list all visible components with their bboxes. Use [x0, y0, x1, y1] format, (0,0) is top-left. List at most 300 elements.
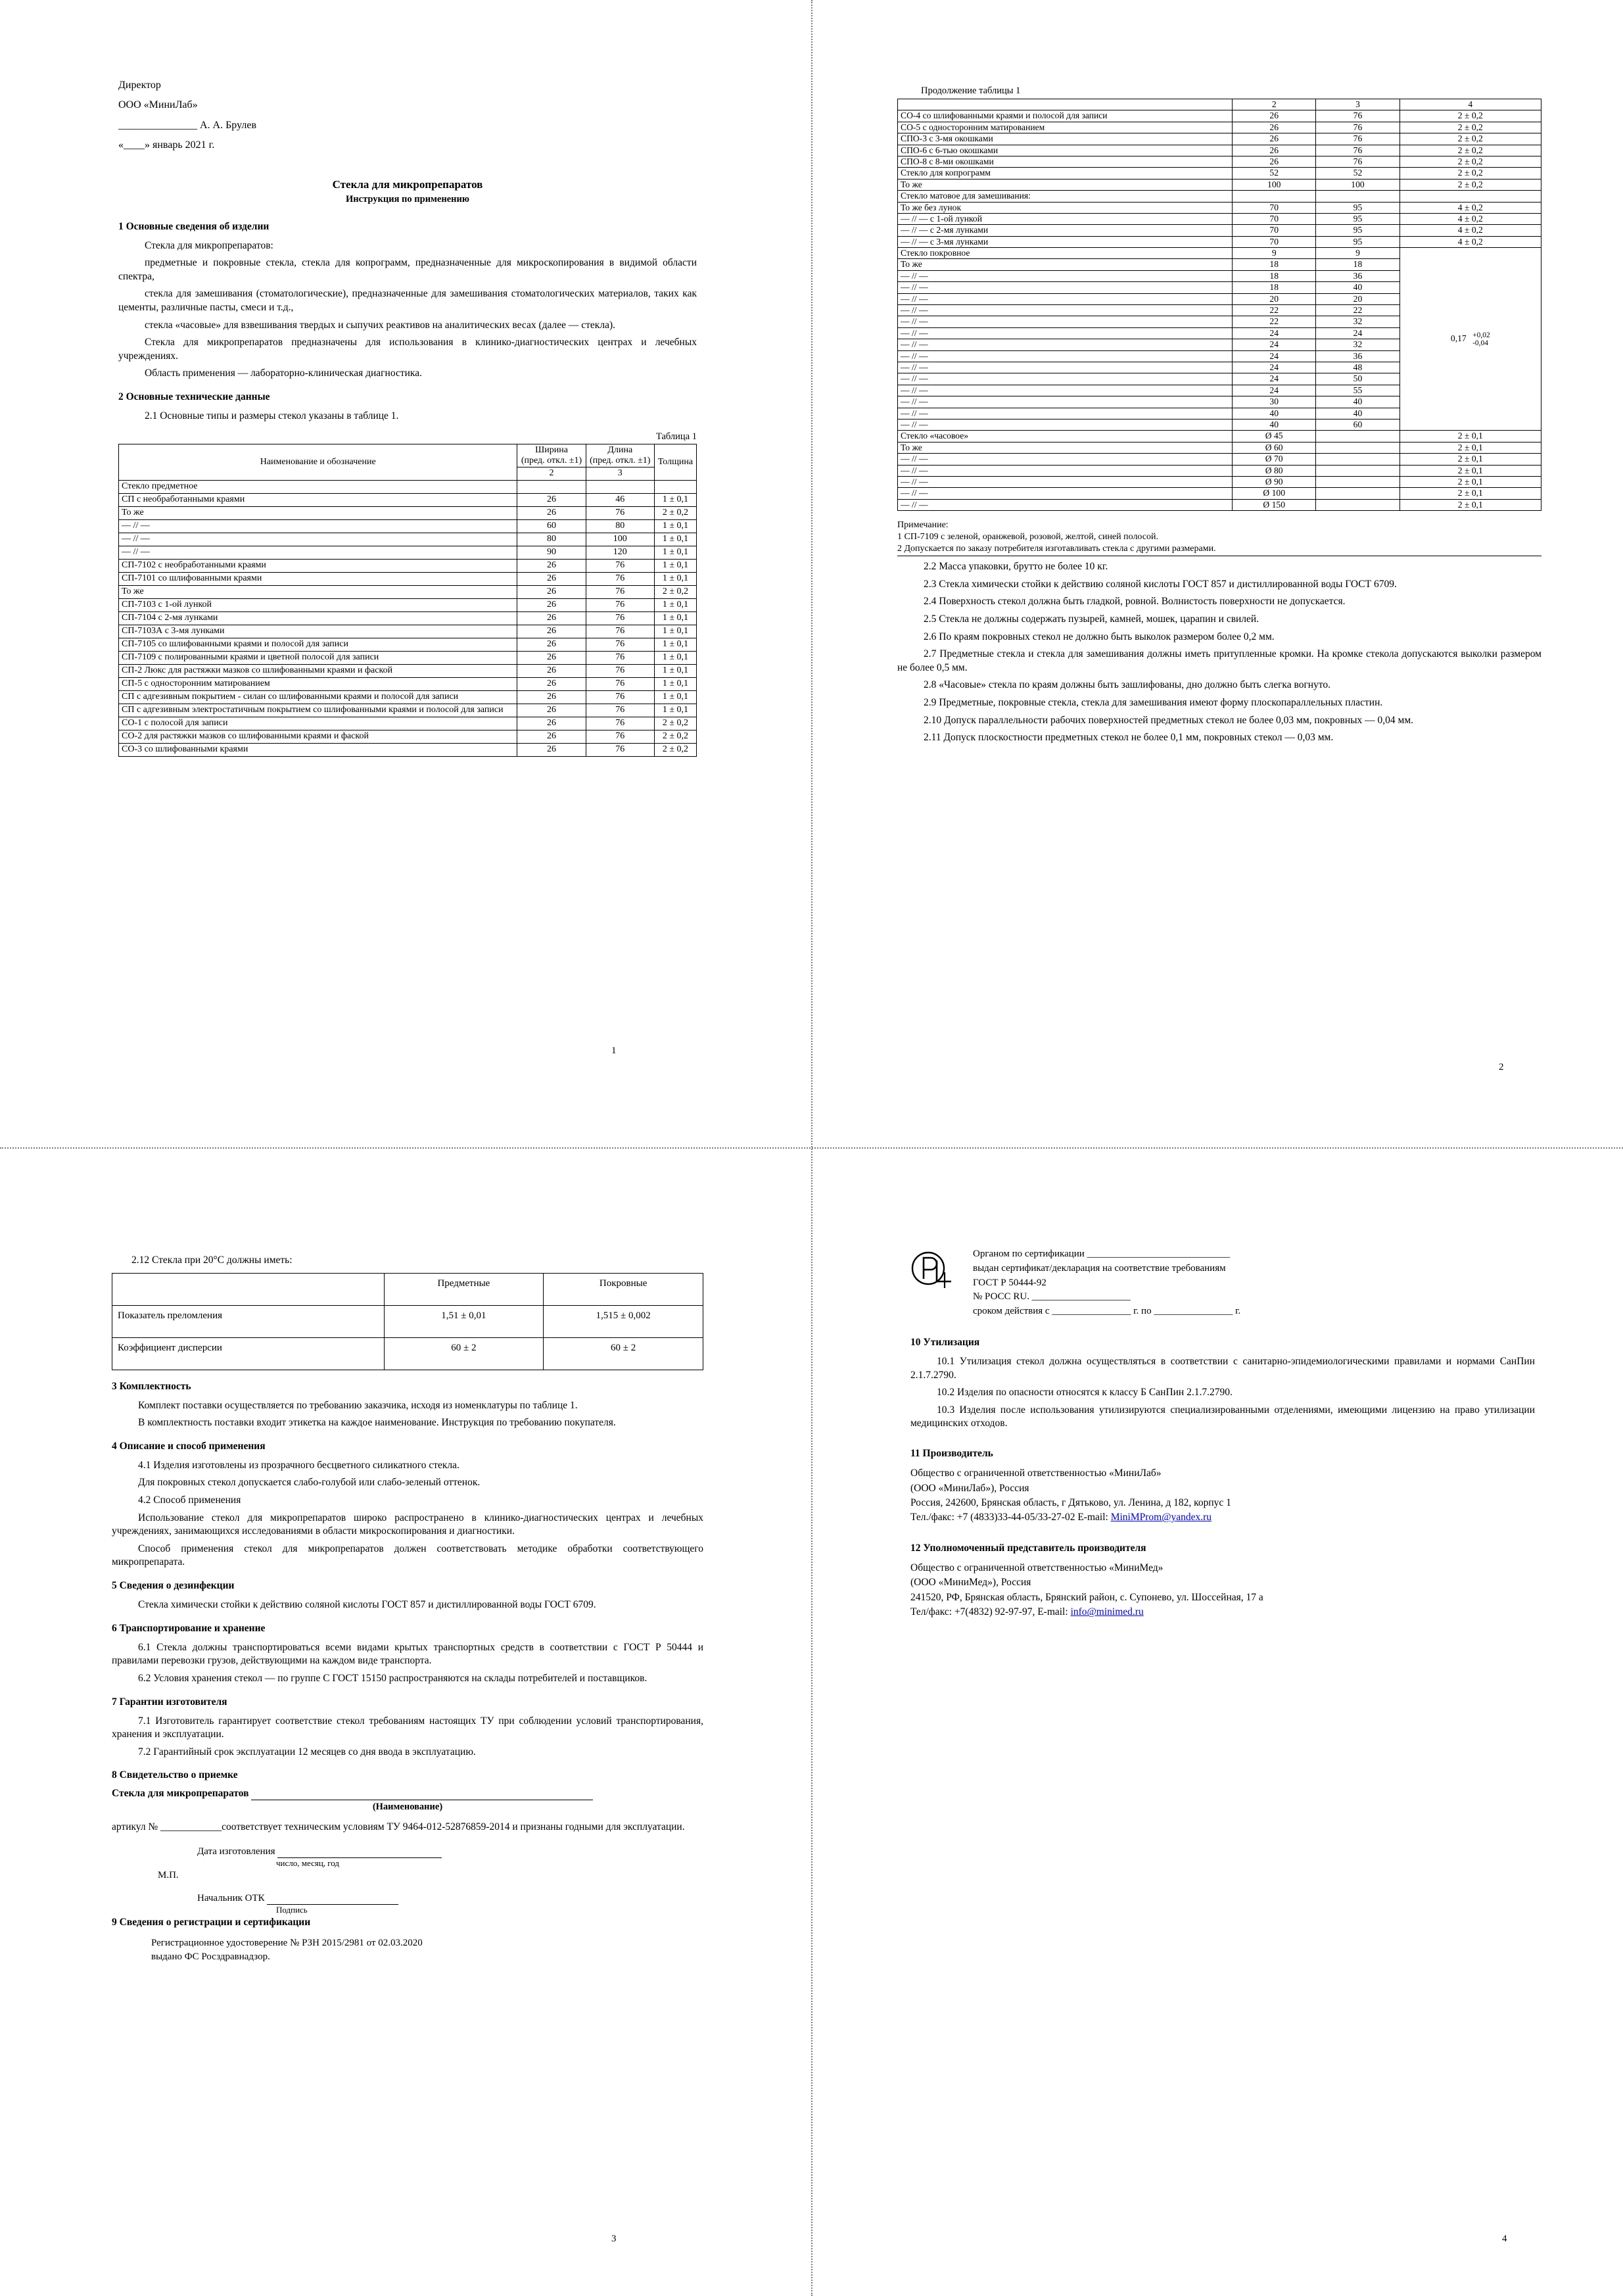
- page-number: 3: [611, 2234, 617, 2244]
- cell-thickness: 1 ± 0,1: [654, 598, 696, 611]
- cell-width: 22: [1233, 316, 1316, 327]
- cell-width: 26: [517, 690, 586, 704]
- cell-length: 100: [1316, 179, 1400, 190]
- table-row: [898, 133, 1541, 145]
- table-2: [897, 99, 1541, 511]
- cell-length: 76: [586, 572, 654, 585]
- clause-2-2: 2.2 Масса упаковки, брутто не более 10 кг.: [924, 561, 1108, 573]
- registration-p2: выдано ФС Росздравнадзор.: [151, 1951, 270, 1962]
- section-2-heading: 2 Основные технические данные: [118, 391, 270, 403]
- clause-2-6: 2.6 По краям покровных стекол не должно быть выколок размером более 0,2 мм.: [924, 631, 1275, 642]
- section-1-heading: 1 Основные сведения об изделии: [118, 220, 270, 232]
- cell-width: 9: [1233, 248, 1316, 259]
- cell-name: СП с необработанными краями: [119, 493, 517, 506]
- cell-thickness: 1 ± 0,1: [654, 611, 696, 625]
- cell-name: СПО-3 с 3-мя окошками: [898, 133, 1233, 145]
- cell-length: 76: [586, 506, 654, 519]
- manufacturer-short-name: (ООО «МиниЛаб»), Россия: [910, 1482, 1029, 1494]
- table-row: [898, 110, 1541, 122]
- rst-certification-mark-icon: [910, 1249, 959, 1297]
- note-title: Примечание:: [897, 520, 949, 531]
- representative-email-link[interactable]: info@minimed.ru: [1070, 1606, 1144, 1618]
- acceptance-product-blank: [251, 1788, 593, 1800]
- cell-thickness: 2 ± 0,2: [1400, 179, 1541, 190]
- cell-length: 76: [1316, 110, 1400, 122]
- section-10-p1: 10.1 Утилизация стекол должна осуществляться в соответствии с санитарно-эпидемиологическими правилами и нормами СанПин 2.1.7.2790.: [910, 1356, 1535, 1381]
- cell-width: 52: [1233, 168, 1316, 179]
- cell-length: 95: [1316, 225, 1400, 236]
- cell-length: [1316, 454, 1400, 465]
- cert-line-1: Органом по сертификации _____________________________: [973, 1249, 1231, 1259]
- acceptance-name-label: (Наименование): [372, 1802, 443, 1813]
- table-row: [119, 546, 697, 559]
- cell-diameter: Ø 70: [1233, 454, 1316, 465]
- cell-length: 76: [586, 677, 654, 690]
- cell-name: — // — с 2-мя лунками: [898, 225, 1233, 236]
- cell-width: 70: [1233, 236, 1316, 247]
- clause-2-4: 2.4 Поверхность стекол должна быть гладкой, ровной. Волнистость поверхности не допускается.: [924, 596, 1346, 608]
- clause-2-12: 2.12 Стекла при 20°C должны иметь:: [131, 1255, 293, 1266]
- cell-thickness: 4 ± 0,2: [1400, 213, 1541, 224]
- cell-length: 76: [586, 625, 654, 638]
- section-3-p1: Комплект поставки осуществляется по требованию заказчика, исходя из номенклатуры по таблице 1.: [138, 1399, 578, 1411]
- section-10-p3: 10.3 Изделия после использования утилизируются специализированными отделениями, имеющими лицензию на право утилизации медицинских отходов.: [910, 1404, 1535, 1429]
- cell-width: 24: [1233, 373, 1316, 385]
- cell-length: 55: [1316, 385, 1400, 396]
- manufacturer-email-link[interactable]: MiniMProm@yandex.ru: [1110, 1512, 1212, 1523]
- certification-block: [910, 1247, 1535, 1320]
- cell-width: 26: [1233, 122, 1316, 133]
- table-1-header-2: Длина (пред. откл. ±1): [586, 444, 654, 467]
- cell-length: 76: [586, 664, 654, 677]
- cell-thickness: 2 ± 0,2: [1400, 122, 1541, 133]
- signature-header: [118, 76, 697, 156]
- cell-thickness: 2 ± 0,1: [1400, 476, 1541, 487]
- cell-length: [1316, 465, 1400, 476]
- cell-name: СО-2 для растяжки мазков со шлифованными краями и фаской: [119, 730, 517, 743]
- cell-width: 26: [517, 664, 586, 677]
- cell-width: 26: [517, 572, 586, 585]
- table-1-colnum-1: 2: [517, 467, 586, 480]
- cell-name: Стекло для копрограмм: [898, 168, 1233, 179]
- cell-thickness: 1 ± 0,1: [654, 704, 696, 717]
- cell-name: — // —: [898, 465, 1233, 476]
- representative-contacts: [910, 1605, 1535, 1619]
- table-row: [119, 598, 697, 611]
- otk-block: [197, 1893, 703, 1915]
- cell-length: [1316, 488, 1400, 499]
- cell-name: СПО-8 с 8-ми окошками: [898, 156, 1233, 167]
- cell-length: 76: [586, 704, 654, 717]
- cell-name: СП-7101 со шлифованными краями: [119, 572, 517, 585]
- cell-width: 26: [517, 493, 586, 506]
- section-9-heading: 9 Сведения о регистрации и сертификации: [112, 1916, 311, 1928]
- table-2-colnum-2: 2: [1233, 99, 1316, 110]
- cell-length: 76: [1316, 122, 1400, 133]
- cell-length: 60: [1316, 419, 1400, 430]
- page-title: Стекла для микропрепаратов: [332, 178, 483, 191]
- cell-name: — // —: [119, 546, 517, 559]
- cell-length: 32: [1316, 316, 1400, 327]
- manufacturer-address: Россия, 242600, Брянская область, г Дятьково, ул. Ленина, д 182, корпус 1: [910, 1496, 1231, 1508]
- cell-width: 26: [1233, 156, 1316, 167]
- cell-name: То же: [119, 585, 517, 598]
- cell-width: 70: [1233, 213, 1316, 224]
- cell-length: 95: [1316, 202, 1400, 213]
- cell-length: 76: [586, 651, 654, 664]
- table-1: [118, 444, 697, 757]
- cell-name: СП-7104 с 2-мя лунками: [119, 611, 517, 625]
- cell-length: 52: [1316, 168, 1400, 179]
- table-row: [898, 191, 1541, 202]
- table-row: [119, 704, 697, 717]
- section-4-p1: 4.1 Изделия изготовлены из прозрачного бесцветного силикатного стекла.: [138, 1459, 459, 1471]
- cell-thickness: 2 ± 0,2: [1400, 156, 1541, 167]
- clause-2-11: 2.11 Допуск плоскостности предметных стекол не более 0,1 мм, покровных стекол — 0,03 мм.: [924, 732, 1334, 744]
- table-row: [119, 730, 697, 743]
- cell-length: 50: [1316, 373, 1400, 385]
- table-row: [119, 717, 697, 730]
- cell-name: СП с адгезивным электростатичным покрытием со шлифованными краями и полосой для записи: [119, 704, 517, 717]
- section-7-p2: 7.2 Гарантийный срок эксплуатации 12 месяцев со дня ввода в эксплуатацию.: [138, 1746, 476, 1758]
- section-11-heading: 11 Производитель: [910, 1448, 993, 1460]
- manufacture-date-blank: [277, 1846, 442, 1858]
- manufacturer-block: [910, 1466, 1535, 1525]
- cell-width: 90: [517, 546, 586, 559]
- cell-length: 36: [1316, 270, 1400, 281]
- cell-thickness: 2 ± 0,1: [1400, 465, 1541, 476]
- table-row: [898, 156, 1541, 167]
- header-company: ООО «МиниЛаб»: [118, 99, 198, 111]
- cell-width: 26: [1233, 145, 1316, 156]
- cell-width: 40: [1233, 419, 1316, 430]
- cell-width: 24: [1233, 339, 1316, 350]
- cell-name: СП-7103 с 1-ой лункой: [119, 598, 517, 611]
- manufacturer-contacts: [910, 1510, 1535, 1525]
- table-1-header-1: Ширина (пред. откл. ±1): [517, 444, 586, 467]
- header-signature-line: _______________ А. А. Брулев: [118, 119, 257, 131]
- table-row: [898, 442, 1541, 453]
- cell-length: 95: [1316, 236, 1400, 247]
- table-1-header-3: Толщина: [654, 444, 696, 480]
- cell-width: [517, 480, 586, 493]
- table-row: [898, 179, 1541, 190]
- manufacturer-name: Общество с ограниченной ответственностью «МиниЛаб»: [910, 1468, 1162, 1479]
- section-1-p5: Стекла для микропрепаратов предназначены для использования в клинико-диагностических центрах и лечебных учреждениях.: [118, 337, 697, 362]
- cell-width: 26: [1233, 133, 1316, 145]
- cell-length: 20: [1316, 293, 1400, 304]
- table-optical-properties: [112, 1273, 703, 1370]
- cell-length: 76: [586, 585, 654, 598]
- cell-length: 76: [1316, 133, 1400, 145]
- cell-width: 26: [1233, 110, 1316, 122]
- cell-name: — // —: [898, 396, 1233, 408]
- cell-width: 60: [517, 519, 586, 533]
- cell-thickness: 2 ± 0,2: [1400, 145, 1541, 156]
- cell-width: 26: [517, 611, 586, 625]
- cell-diameter: Ø 90: [1233, 476, 1316, 487]
- page-1: [0, 0, 811, 1148]
- manufacturer-phone: Тел./факс: +7 (4833)33-44-05/33-27-02 E-mail:: [910, 1512, 1111, 1523]
- cell-thickness: 2 ± 0,2: [654, 585, 696, 598]
- cell-length: 100: [586, 533, 654, 546]
- note-1: 1 СП-7109 с зеленой, оранжевой, розовой, желтой, синей полосой.: [897, 532, 1158, 542]
- cell-width: 18: [1233, 282, 1316, 293]
- section-6-heading: 6 Транспортирование и хранение: [112, 1622, 266, 1634]
- cell-thickness: 2 ± 0,1: [1400, 431, 1541, 442]
- thickness-value: 0,17: [1450, 333, 1467, 343]
- cell-name: СО-3 со шлифованными краями: [119, 743, 517, 756]
- cell-cover-value: 60 ± 2: [544, 1337, 703, 1370]
- cell-name: — // —: [119, 519, 517, 533]
- cell-width: 24: [1233, 327, 1316, 339]
- table-row: [898, 122, 1541, 133]
- cell-width: 26: [517, 717, 586, 730]
- table-row: [898, 213, 1541, 224]
- cell-width: 26: [517, 743, 586, 756]
- cell-thickness: 1 ± 0,1: [654, 546, 696, 559]
- table-row: [119, 585, 697, 598]
- otk-sign-sub: Подпись: [276, 1904, 308, 1915]
- cell-length: 22: [1316, 305, 1400, 316]
- cell-slide-value: 60 ± 2: [384, 1337, 544, 1370]
- clause-2-5: 2.5 Стекла не должны содержать пузырей, камней, мошек, царапин и свилей.: [924, 613, 1259, 625]
- table-3-header-0: [112, 1273, 385, 1305]
- thickness-tol-upper: +0,02: [1472, 331, 1490, 339]
- cell-thickness: 2 ± 0,1: [1400, 454, 1541, 465]
- cell-length: 24: [1316, 327, 1400, 339]
- cell-width: 26: [517, 704, 586, 717]
- cell-width: 20: [1233, 293, 1316, 304]
- cell-name: Стекло предметное: [119, 480, 517, 493]
- representative-address: 241520, РФ, Брянская область, Брянский район, с. Супонево, ул. Шоссейная, 17 а: [910, 1591, 1263, 1603]
- table-row: [119, 690, 697, 704]
- cell-length: 76: [586, 690, 654, 704]
- section-1-p3: стекла для замешивания (стоматологические), предназначенные для замешивания стоматологических материалов, таких как цементы, различные пасты, смеси и т.д.,: [118, 288, 697, 313]
- cell-name: СО-1 с полосой для записи: [119, 717, 517, 730]
- cert-line-3: ГОСТ Р 50444-92: [973, 1277, 1047, 1288]
- section-1-p4: стекла «часовые» для взвешивания твердых и сыпучих реактивов на аналитических весах (далее — стекла).: [145, 319, 615, 331]
- cell-width: 70: [1233, 225, 1316, 236]
- page-2: [812, 0, 1623, 1148]
- cell-name: — // —: [898, 454, 1233, 465]
- cell-name: — // —: [898, 408, 1233, 419]
- cell-name: — // —: [898, 476, 1233, 487]
- table-row-colnums: [898, 99, 1541, 110]
- cell-width: 26: [517, 625, 586, 638]
- cell-name: То же: [119, 506, 517, 519]
- manufacture-date-block: [197, 1846, 703, 1869]
- cell-name: СО-5 с односторонним матированием: [898, 122, 1233, 133]
- cell-name: СПО-6 с 6-тью окошками: [898, 145, 1233, 156]
- cell-width: 100: [1233, 179, 1316, 190]
- page-4: [812, 1149, 1623, 2296]
- table-row: [119, 559, 697, 572]
- cell-length: 40: [1316, 408, 1400, 419]
- table-row: [898, 202, 1541, 213]
- cell-name: — // —: [898, 316, 1233, 327]
- section-7-p1: 7.1 Изготовитель гарантирует соответствие стекол требованиям настоящих ТУ при соблюдении условий транспортирования, хранения и эксплуатации.: [112, 1715, 703, 1740]
- cell-thickness: 1 ± 0,1: [654, 533, 696, 546]
- cell-length: 40: [1316, 396, 1400, 408]
- cell-name: СП-7102 с необработанными краями: [119, 559, 517, 572]
- cell-diameter: Ø 45: [1233, 431, 1316, 442]
- page-number: 4: [1502, 2234, 1507, 2244]
- cell-name: — // —: [898, 350, 1233, 362]
- table-row: [119, 572, 697, 585]
- cell-length: 32: [1316, 339, 1400, 350]
- cell-width: 22: [1233, 305, 1316, 316]
- cell-thickness: [1400, 191, 1541, 202]
- cell-length: 80: [586, 519, 654, 533]
- cell-width: 18: [1233, 259, 1316, 270]
- table-2-caption: Продолжение таблицы 1: [921, 85, 1021, 96]
- cell-length: 76: [586, 611, 654, 625]
- cell-name: — // —: [898, 385, 1233, 396]
- cell-thickness: 2 ± 0,1: [1400, 499, 1541, 510]
- section-4-p4: Использование стекол для микропрепаратов широко распространено в клинико-диагностических центрах и лечебных учреждениях, занимающихся исследованиями в области микроскопирования и диагностики.: [112, 1512, 703, 1537]
- section-12-heading: 12 Уполномоченный представитель производителя: [910, 1542, 1146, 1554]
- cell-name: Стекло покровное: [898, 248, 1233, 259]
- table-row: [898, 465, 1541, 476]
- cell-width: 26: [517, 506, 586, 519]
- cell-thickness: 2 ± 0,2: [1400, 168, 1541, 179]
- cell-name: То же: [898, 179, 1233, 190]
- cell-name: Стекло «часовое»: [898, 431, 1233, 442]
- cell-thickness: 1 ± 0,1: [654, 677, 696, 690]
- acceptance-product-line: [112, 1788, 703, 1813]
- section-4-p3: 4.2 Способ применения: [138, 1495, 241, 1506]
- table-row: [119, 664, 697, 677]
- cell-width: 26: [517, 638, 586, 651]
- representative-name: Общество с ограниченной ответственностью «МиниМед»: [910, 1562, 1164, 1573]
- table-row: [112, 1305, 703, 1337]
- cell-diameter: Ø 60: [1233, 442, 1316, 453]
- otk-label: Начальник ОТК: [197, 1892, 265, 1903]
- cell-name: — // —: [898, 339, 1233, 350]
- section-3-p2: В комплектность поставки входит этикетка на каждое наименование. Инструкция по требованию покупателя.: [138, 1417, 616, 1429]
- section-1-p1: Стекла для микропрепаратов:: [145, 239, 273, 251]
- table-row: [898, 499, 1541, 510]
- cell-name: — // —: [898, 362, 1233, 373]
- section-5-p1: Стекла химически стойки к действию соляной кислоты ГОСТ 857 и дистиллированной воды ГОСТ 6709.: [138, 1599, 596, 1611]
- cell-length: 40: [1316, 282, 1400, 293]
- table-3-header-1: Предметные: [384, 1273, 544, 1305]
- cell-property: Коэффициент дисперсии: [112, 1337, 385, 1370]
- stamp-label: М.П.: [158, 1869, 179, 1880]
- cell-length: 48: [1316, 362, 1400, 373]
- cell-name: — // — с 3-мя лунками: [898, 236, 1233, 247]
- cell-name: СП-7105 со шлифованными краями и полосой для записи: [119, 638, 517, 651]
- page-3: [0, 1149, 811, 2296]
- cell-slide-value: 1,51 ± 0,01: [384, 1305, 544, 1337]
- cell-width: 26: [517, 598, 586, 611]
- table-row: [898, 476, 1541, 487]
- cell-thickness: 1 ± 0,1: [654, 625, 696, 638]
- cell-name: То же: [898, 442, 1233, 453]
- cell-thickness: [654, 480, 696, 493]
- cell-thickness: 1 ± 0,1: [654, 651, 696, 664]
- cell-length: 120: [586, 546, 654, 559]
- cell-length: [1316, 499, 1400, 510]
- header-date: «____» январь 2021 г.: [118, 139, 215, 151]
- cell-thickness: 2 ± 0,2: [654, 717, 696, 730]
- section-8-heading: 8 Свидетельство о приемке: [112, 1769, 238, 1781]
- page-subtitle: Инструкция по применению: [346, 193, 469, 204]
- cell-width: 26: [517, 559, 586, 572]
- section-10-heading: 10 Утилизация: [910, 1337, 980, 1348]
- cell-name: СП-2 Люкс для растяжки мазков со шлифованными краями и фаской: [119, 664, 517, 677]
- section-4-p2: Для покровных стекол допускается слабо-голубой или слабо-зеленый оттенок.: [138, 1477, 481, 1489]
- section-5-heading: 5 Сведения о дезинфекции: [112, 1580, 235, 1592]
- page-number: 2: [1499, 1062, 1504, 1072]
- cell-length: [586, 480, 654, 493]
- page-number: 1: [611, 1045, 617, 1056]
- cell-name: — // —: [898, 327, 1233, 339]
- cell-property: Показатель преломления: [112, 1305, 385, 1337]
- cert-line-5: сроком действия с ________________ г. по ________________ г.: [973, 1306, 1241, 1316]
- cell-name: СП-7103А с 3-мя лунками: [119, 625, 517, 638]
- cell-width: 24: [1233, 362, 1316, 373]
- table-row: [112, 1337, 703, 1370]
- section-1-p6: Область применения — лабораторно-клиническая диагностика.: [145, 368, 422, 379]
- cell-length: 36: [1316, 350, 1400, 362]
- table-row-header: [119, 444, 697, 467]
- clause-2-3: 2.3 Стекла химически стойки к действию соляной кислоты ГОСТ 857 и дистиллированной воды ГОСТ 6709.: [924, 578, 1397, 590]
- cell-length: 95: [1316, 213, 1400, 224]
- cell-name: То же: [898, 259, 1233, 270]
- otk-sign-blank: [267, 1893, 398, 1905]
- cell-width: 80: [517, 533, 586, 546]
- cell-length: 18: [1316, 259, 1400, 270]
- cell-name: СП-7109 с полированными краями и цветной полосой для записи: [119, 651, 517, 664]
- cell-length: [1316, 442, 1400, 453]
- cell-length: [1316, 191, 1400, 202]
- cell-name: СП-5 с односторонним матированием: [119, 677, 517, 690]
- table-1-caption: Таблица 1: [655, 431, 697, 442]
- acceptance-product-name: Стекла для микропрепаратов: [112, 1788, 249, 1800]
- cell-length: 76: [586, 559, 654, 572]
- cell-name: — // — с 1-ой лункой: [898, 213, 1233, 224]
- cell-name: — // —: [898, 488, 1233, 499]
- acceptance-article-line: артикул № ____________соответствует техническим условиям ТУ 9464-012-52876859-2014 и признаны годными для эксплуатации.: [112, 1821, 685, 1833]
- cell-cover-value: 1,515 ± 0,002: [544, 1305, 703, 1337]
- table-row: [898, 168, 1541, 179]
- clause-2-9: 2.9 Предметные, покровные стекла, стекла для замешивания имеют форму плоскопараллельных пластин.: [924, 696, 1383, 708]
- section-4-p5: Способ применения стекол для микропрепаратов должен соответствовать методике обработки соответствующего микропрепарата.: [112, 1543, 703, 1568]
- cell-thickness: 1 ± 0,1: [654, 638, 696, 651]
- cell-thickness: 2 ± 0,2: [654, 730, 696, 743]
- cell-thickness: 2 ± 0,2: [654, 506, 696, 519]
- cell-name: — // —: [898, 293, 1233, 304]
- cell-diameter: Ø 100: [1233, 488, 1316, 499]
- cell-name: То же без лунок: [898, 202, 1233, 213]
- table-2-colnum-3: 3: [1316, 99, 1400, 110]
- cert-line-4: № РОСС RU. ____________________: [973, 1291, 1131, 1303]
- cell-length: 76: [586, 598, 654, 611]
- table-row: [119, 638, 697, 651]
- section-6-p2: 6.2 Условия хранения стекол — по группе С ГОСТ 15150 распространяются на склады потребителей и поставщиков.: [138, 1672, 647, 1684]
- cell-name: — // —: [898, 419, 1233, 430]
- clause-2-8: 2.8 «Часовые» стекла по краям должны быть зашлифованы, дно должно быть слегка вогнуто.: [924, 679, 1331, 691]
- cell-thickness: 1 ± 0,1: [654, 519, 696, 533]
- cell-name: Стекло матовое для замешивания:: [898, 191, 1233, 202]
- cell-thickness: 2 ± 0,1: [1400, 488, 1541, 499]
- cell-thickness: 1 ± 0,1: [654, 559, 696, 572]
- cell-width: 18: [1233, 270, 1316, 281]
- table-row: [898, 225, 1541, 236]
- cell-width: 40: [1233, 408, 1316, 419]
